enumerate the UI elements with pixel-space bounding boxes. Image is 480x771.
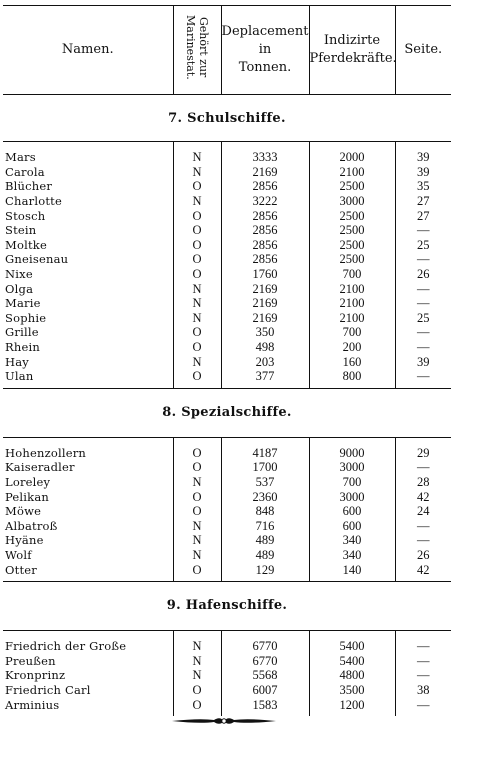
cell-horsepower: 3500 (309, 683, 395, 698)
table-row (3, 325, 451, 340)
cell-page: 38 (395, 683, 451, 698)
table-row (3, 518, 451, 533)
cell-displacement: 1583 (221, 697, 309, 712)
cell-displacement: 5568 (221, 668, 309, 683)
cell-page: 27 (395, 208, 451, 223)
cell-page: 39 (395, 165, 451, 180)
cell-horsepower: 2500 (309, 179, 395, 194)
cell-displacement: 537 (221, 475, 309, 490)
cell-name: Mars (5, 150, 36, 165)
cell-navy: O (173, 504, 221, 519)
cell-displacement: 848 (221, 504, 309, 519)
table-row (3, 267, 451, 282)
cell-navy: O (173, 223, 221, 238)
section-title: 8. Spezialschiffe. (3, 388, 451, 437)
section-heading-row (3, 581, 451, 630)
cell-displacement: 2360 (221, 489, 309, 504)
cell-horsepower: 3000 (309, 460, 395, 475)
cell-page: 27 (395, 194, 451, 209)
cell-horsepower: 1200 (309, 697, 395, 712)
cell-navy: O (173, 208, 221, 223)
table-row (3, 639, 451, 654)
cell-horsepower: 340 (309, 548, 395, 563)
table-row (3, 208, 451, 223)
cell-name: Moltke (5, 237, 47, 252)
cell-horsepower: 200 (309, 340, 395, 355)
ornamental-rule-icon (170, 714, 278, 728)
cell-name: Friedrich Carl (5, 682, 91, 697)
cell-name: Friedrich der Große (5, 639, 127, 654)
cell-displacement: 203 (221, 354, 309, 369)
cell-name: Ulan (5, 369, 34, 384)
cell-horsepower: 2500 (309, 208, 395, 223)
cell-navy: O (173, 238, 221, 253)
cell-navy: O (173, 340, 221, 355)
cell-name: Sophie (5, 310, 47, 325)
cell-displacement: 377 (221, 369, 309, 384)
table-row (3, 150, 451, 165)
cell-name: Hohenzollern (5, 445, 87, 460)
cell-name: Charlotte (5, 194, 63, 209)
table-row (3, 446, 451, 461)
cell-navy: N (173, 165, 221, 180)
cell-page: — (395, 533, 451, 548)
table-header (3, 6, 451, 95)
cell-navy: N (173, 639, 221, 654)
table-body (3, 95, 451, 716)
cell-displacement: 3222 (221, 194, 309, 209)
cell-name: Hay (5, 354, 29, 369)
cell-name: Kronprinz (5, 668, 66, 683)
cell-displacement: 2856 (221, 223, 309, 238)
cell-page: — (395, 639, 451, 654)
cell-horsepower: 3000 (309, 489, 395, 504)
cell-horsepower: 2100 (309, 311, 395, 326)
cell-navy: O (173, 562, 221, 577)
cell-horsepower: 340 (309, 533, 395, 548)
cell-name: Nixe (5, 267, 33, 282)
cell-horsepower: 2500 (309, 223, 395, 238)
table-row (3, 252, 451, 267)
cell-navy: O (173, 179, 221, 194)
cell-page: — (395, 460, 451, 475)
table-row (3, 668, 451, 683)
table-row (3, 296, 451, 311)
cell-horsepower: 5400 (309, 653, 395, 668)
cell-navy: O (173, 369, 221, 384)
header-horsepower: Indizirte Pferdekräfte. (309, 6, 395, 95)
cell-navy: N (173, 518, 221, 533)
cell-name: Carola (5, 164, 45, 179)
cell-page: 29 (395, 446, 451, 461)
cell-navy: N (173, 281, 221, 296)
cell-displacement: 6007 (221, 683, 309, 698)
cell-displacement: 4187 (221, 446, 309, 461)
cell-displacement: 1700 (221, 460, 309, 475)
cell-page: — (395, 518, 451, 533)
cell-horsepower: 700 (309, 325, 395, 340)
cell-page: 39 (395, 354, 451, 369)
cell-horsepower: 600 (309, 504, 395, 519)
cell-name: Pelikan (5, 489, 50, 504)
cell-page: — (395, 668, 451, 683)
cell-page: — (395, 252, 451, 267)
table-row (3, 223, 451, 238)
table-row (3, 340, 451, 355)
cell-displacement: 6770 (221, 639, 309, 654)
cell-page: 39 (395, 150, 451, 165)
table-row (3, 369, 451, 384)
cell-name: Wolf (5, 547, 32, 562)
cell-page: 35 (395, 179, 451, 194)
table-row (3, 179, 451, 194)
cell-navy: N (173, 668, 221, 683)
cell-navy: N (173, 653, 221, 668)
cell-horsepower: 2500 (309, 252, 395, 267)
cell-displacement: 2169 (221, 296, 309, 311)
cell-horsepower: 2100 (309, 281, 395, 296)
cell-navy: O (173, 460, 221, 475)
cell-navy: O (173, 325, 221, 340)
cell-page: 25 (395, 311, 451, 326)
cell-page: 42 (395, 489, 451, 504)
section-title: 7. Schulschiffe. (3, 95, 451, 142)
cell-displacement: 2169 (221, 165, 309, 180)
cell-page: 25 (395, 238, 451, 253)
table-row (3, 562, 451, 577)
ship-table (3, 5, 451, 716)
cell-name: Gneisenau (5, 252, 69, 267)
spacer-row (3, 630, 451, 639)
cell-displacement: 129 (221, 562, 309, 577)
cell-name: Arminius (5, 697, 60, 712)
table-row (3, 489, 451, 504)
header-displacement: Deplacement in Tonnen. (221, 6, 309, 95)
cell-page: — (395, 281, 451, 296)
cell-navy: N (173, 150, 221, 165)
cell-page: — (395, 223, 451, 238)
cell-navy: N (173, 548, 221, 563)
cell-horsepower: 2100 (309, 296, 395, 311)
cell-name: Preußen (5, 653, 56, 668)
cell-horsepower: 600 (309, 518, 395, 533)
cell-navy: N (173, 311, 221, 326)
header-navy: Gehört zur Marinestat. (173, 6, 221, 95)
table-row (3, 504, 451, 519)
cell-navy: N (173, 296, 221, 311)
cell-horsepower: 2000 (309, 150, 395, 165)
table-row (3, 697, 451, 712)
cell-horsepower: 9000 (309, 446, 395, 461)
table-row (3, 533, 451, 548)
cell-name: Marie (5, 296, 41, 311)
cell-displacement: 1760 (221, 267, 309, 282)
cell-navy: O (173, 683, 221, 698)
cell-displacement: 489 (221, 533, 309, 548)
cell-displacement: 2169 (221, 311, 309, 326)
cell-displacement: 716 (221, 518, 309, 533)
cell-page: 24 (395, 504, 451, 519)
cell-name: Möwe (5, 504, 42, 519)
cell-displacement: 2856 (221, 252, 309, 267)
cell-horsepower: 5400 (309, 639, 395, 654)
cell-name: Grille (5, 325, 39, 340)
table-row (3, 548, 451, 563)
cell-horsepower: 160 (309, 354, 395, 369)
table-row (3, 460, 451, 475)
cell-page: — (395, 653, 451, 668)
cell-page: — (395, 296, 451, 311)
cell-displacement: 2856 (221, 238, 309, 253)
cell-name: Hyäne (5, 533, 44, 548)
cell-displacement: 2856 (221, 179, 309, 194)
cell-navy: O (173, 252, 221, 267)
cell-navy: O (173, 446, 221, 461)
cell-navy: O (173, 267, 221, 282)
table-row (3, 165, 451, 180)
cell-page: 42 (395, 562, 451, 577)
cell-navy: N (173, 533, 221, 548)
cell-displacement: 498 (221, 340, 309, 355)
table-row (3, 194, 451, 209)
section-heading-row (3, 95, 451, 142)
cell-horsepower: 700 (309, 475, 395, 490)
cell-displacement: 2856 (221, 208, 309, 223)
cell-displacement: 2169 (221, 281, 309, 296)
cell-horsepower: 800 (309, 369, 395, 384)
cell-name: Albatroß (5, 518, 58, 533)
header-name: Namen. (3, 6, 173, 95)
cell-navy: N (173, 354, 221, 369)
cell-navy: N (173, 194, 221, 209)
table-row (3, 281, 451, 296)
cell-page: — (395, 325, 451, 340)
spacer-row (3, 437, 451, 446)
cell-page: — (395, 340, 451, 355)
cell-navy: O (173, 697, 221, 712)
cell-horsepower: 3000 (309, 194, 395, 209)
cell-horsepower: 2100 (309, 165, 395, 180)
cell-name: Stosch (5, 208, 46, 223)
cell-page: — (395, 697, 451, 712)
cell-displacement: 3333 (221, 150, 309, 165)
section-title: 9. Hafenschiffe. (3, 581, 451, 630)
cell-name: Olga (5, 281, 34, 296)
cell-name: Blücher (5, 179, 53, 194)
table-row (3, 653, 451, 668)
cell-displacement: 350 (221, 325, 309, 340)
cell-page: — (395, 369, 451, 384)
table-row (3, 311, 451, 326)
cell-displacement: 489 (221, 548, 309, 563)
cell-navy: N (173, 475, 221, 490)
cell-horsepower: 140 (309, 562, 395, 577)
cell-name: Loreley (5, 474, 51, 489)
cell-page: 28 (395, 475, 451, 490)
table-row (3, 475, 451, 490)
cell-name: Stein (5, 223, 37, 238)
table-row (3, 238, 451, 253)
cell-horsepower: 2500 (309, 238, 395, 253)
cell-name: Kaiseradler (5, 460, 75, 475)
cell-horsepower: 4800 (309, 668, 395, 683)
header-page: Seite. (395, 6, 451, 95)
section-heading-row (3, 388, 451, 437)
table-row (3, 683, 451, 698)
cell-page: 26 (395, 548, 451, 563)
cell-displacement: 6770 (221, 653, 309, 668)
table-row (3, 354, 451, 369)
spacer-row (3, 142, 451, 151)
cell-navy: O (173, 489, 221, 504)
cell-name: Rhein (5, 340, 40, 355)
cell-name: Otter (5, 562, 37, 577)
cell-page: 26 (395, 267, 451, 282)
cell-horsepower: 700 (309, 267, 395, 282)
